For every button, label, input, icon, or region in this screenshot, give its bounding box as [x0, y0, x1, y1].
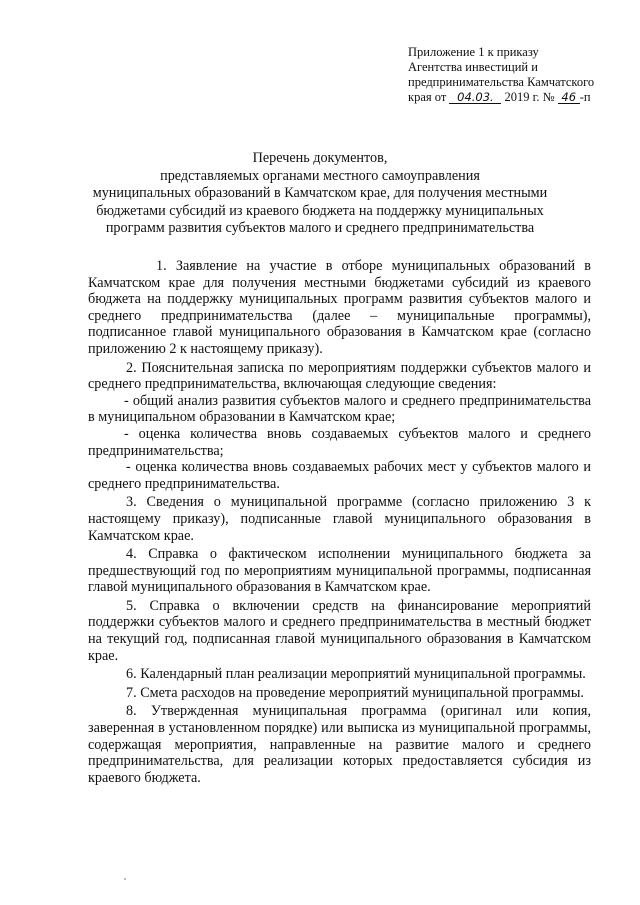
item-2-bullet-c: - оценка количества вновь создаваемых рабочих мест у субъектов малого и среднего предпринимательства. — [88, 459, 591, 492]
document-body — [88, 258, 591, 788]
annex-line-4-prefix: края от — [408, 90, 447, 104]
title-line-3: муниципальных образований в Камчатском крае, для получения местными — [92, 185, 548, 201]
annex-suffix: -п — [579, 90, 591, 104]
annex-line-4 — [408, 90, 608, 105]
item-8: 8. Утвержденная муниципальная программа (оригинал или копия, заверенная в установленном порядке) или выписка из муниципальной программы, содержащая мероприятия, направленные на развитие малого и среднего предпринимательства, для реализации которых предоставляется субсидия из краевого бюджета. — [88, 703, 591, 786]
annex-year-text: 2019 г. № — [504, 90, 555, 104]
item-2-bullet-a: - общий анализ развития субъектов малого и среднего предпринимательства в муниципальном образовании в Камчатском крае; — [88, 392, 591, 426]
item-3: 3. Сведения о муниципальной программе (согласно приложению 3 к настоящему приказу), подписанные главой муниципального образования в Камчатском крае. — [88, 494, 591, 544]
annex-line-2: Агентства инвестиций и — [408, 60, 538, 74]
annex-line-1: Приложение 1 к приказу — [408, 45, 539, 59]
annex-line-3: предпринимательства Камчатского — [408, 75, 595, 89]
item-4: 4. Справка о фактическом исполнении муниципального бюджета за предшествующий год по мероприятиям муниципальной программы, подписанная главой муниципального образования в Камчатском крае. — [88, 546, 591, 596]
scan-speck — [124, 878, 126, 880]
item-2-bullet-b: - оценка количества вновь создаваемых субъектов малого и среднего предпринимательства; — [88, 425, 591, 459]
handwritten-date: 04.03. — [449, 91, 501, 104]
title-line-1: Перечень документов, — [252, 150, 388, 166]
item-1: 1. Заявление на участие в отборе муниципальных образований в Камчатском крае для получения местными бюджетами субсидий из краевого бюджета на поддержку муниципальных программ развития субъектов малого и среднего предпринимательства (далее – муниципальные программы), подписанное главой муниципального образования в Камчатском крае (согласно приложению 2 к настоящему приказу). — [88, 258, 591, 357]
handwritten-order-number: 46 — [558, 91, 580, 104]
item-2: 2. Пояснительная записка по мероприятиям поддержки субъектов малого и среднего предпринимательства, включающая следующие сведения: — [88, 359, 591, 393]
annex-header — [408, 45, 608, 105]
item-5: 5. Справка о включении средств на финансирование мероприятий поддержки субъектов малого и среднего предпринимательства в местный бюджет на текущий год, подписанная главой муниципального образования в Камчатском крае. — [88, 597, 591, 664]
item-7: 7. Смета расходов на проведение мероприятий муниципальной программы. — [126, 684, 584, 701]
item-6: 6. Календарный план реализации мероприятий муниципальной программы. — [126, 666, 586, 683]
document-title — [60, 150, 580, 238]
title-line-2: представляемых органами местного самоуправления — [160, 167, 480, 184]
title-line-5: программ развития субъектов малого и среднего предпринимательства — [105, 220, 535, 236]
title-line-4: бюджетами субсидий из краевого бюджета на поддержку муниципальных — [96, 202, 544, 219]
